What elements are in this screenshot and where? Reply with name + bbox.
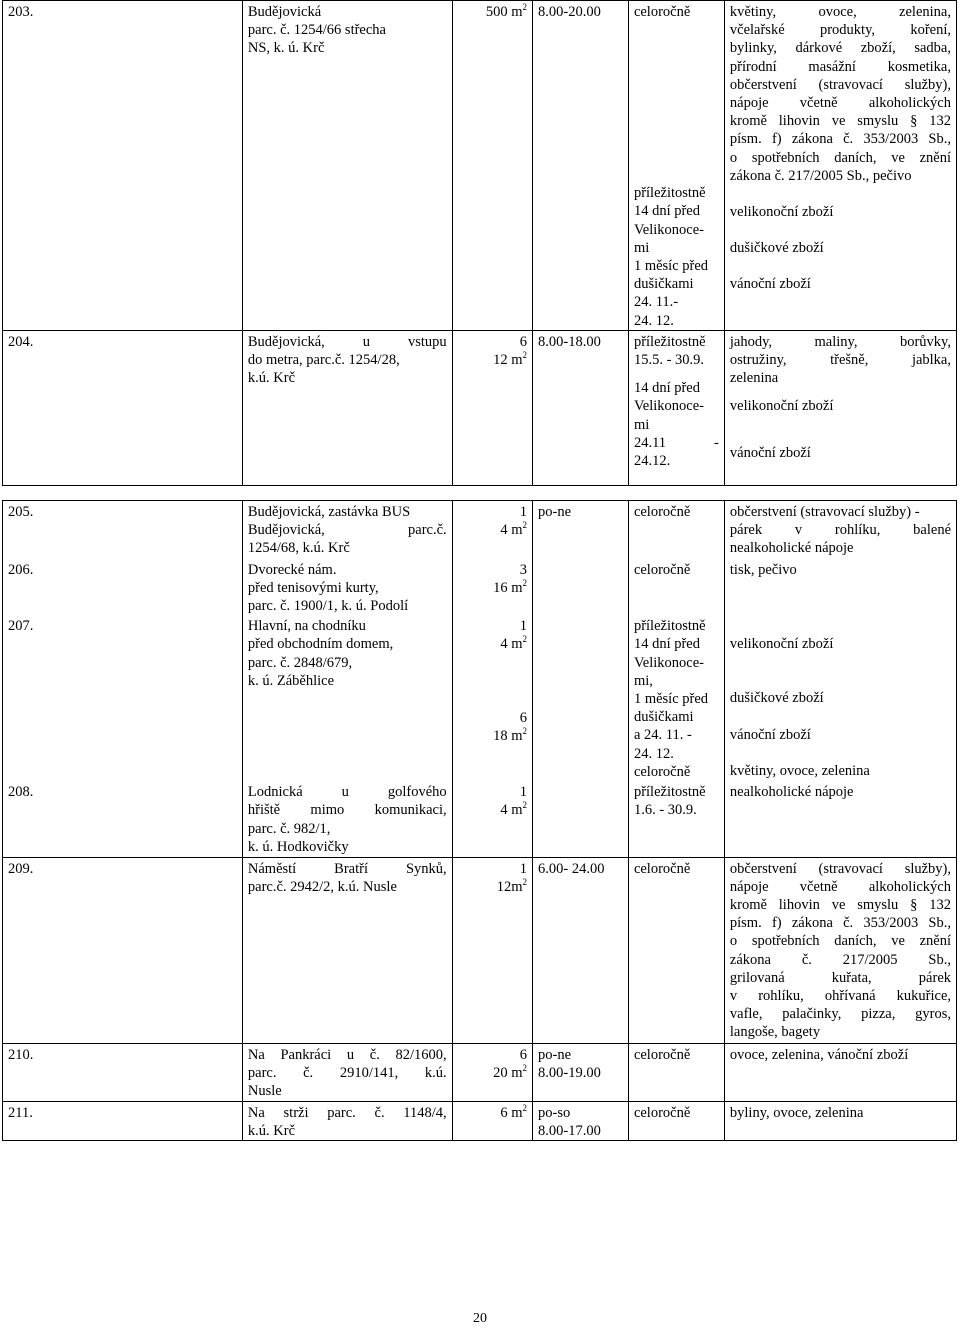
area: 1 4 $m^2$ 6 18 $m^2$ (452, 615, 532, 781)
period: celoročně (628, 501, 724, 559)
hours (532, 559, 628, 616)
location: Náměstí Bratří Synků, parc.č. 2942/2, k.ú. Nusle (242, 857, 452, 1043)
location: Budějovická, u vstupu do metra, parc.č. 1254/28, k.ú. Krč (242, 330, 452, 485)
page-number: 20 (473, 1311, 487, 1326)
table-row (3, 330, 957, 485)
hours: 8.00-20.00 (532, 1, 628, 331)
goods: tisk, pečivo (724, 559, 956, 616)
hours: 8.00-18.00 (532, 330, 628, 485)
area: 1 $12m^2$ (452, 857, 532, 1043)
area: 6 12 $m^2$ (452, 330, 532, 485)
goods: jahody, maliny, borůvky, ostružiny, třešně, jablka, zelenina velikonoční zboží vánoční zboží (724, 330, 956, 485)
period: celoročně příležitostně 14 dní před Velikonoce- mi 1 měsíc před dušičkami 24. 11.- 24. 12. (628, 1, 724, 331)
row-number: 207. (3, 615, 243, 781)
location: Na strži parc. č. 1148/4, k.ú. Krč (242, 1101, 452, 1140)
goods: květiny, ovoce, zelenina, včelařské produkty, koření, bylinky, dárkové zboží, sadba, přírodní masážní kosmetika, občerstvení (stravovací služby), nápoje včetně alkoholických kromě lihovin ve smyslu § 132 písm. f) zákona č. 353/2003 Sb., o spotřebních daních, ve znění zákona č. 217/2005 Sb., pečivo velikonoční zboží dušičkové zboží vánoční zboží (724, 1, 956, 331)
hours: po-so 8.00-17.00 (532, 1101, 628, 1140)
goods: byliny, ovoce, zelenina (724, 1101, 956, 1140)
table-row (3, 781, 957, 857)
hours (532, 781, 628, 857)
period: celoročně (628, 1043, 724, 1101)
goods: občerstvení (stravovací služby) - párek v rohlíku, balené nealkoholické nápoje (724, 501, 956, 559)
table-row (3, 1101, 957, 1140)
row-number: 208. (3, 781, 243, 857)
row-number: 205. (3, 501, 243, 559)
row-number: 211. (3, 1101, 243, 1140)
location: Dvorecké nám. před tenisovými kurty, parc. č. 1900/1, k. ú. Podolí (242, 559, 452, 616)
period: celoročně (628, 559, 724, 616)
hours: 6.00- 24.00 (532, 857, 628, 1043)
area: 1 4 $m^2$ (452, 501, 532, 559)
hours: po-ne 8.00-19.00 (532, 1043, 628, 1101)
goods: občerstvení (stravovací služby), nápoje včetně alkoholických kromě lihovin ve smyslu § 132 písm. f) zákona č. 353/2003 Sb., o spotřebních daních, ve znění zákona č. 217/2005 Sb., grilovaná kuřata, párek v rohlíku, ohřívaná kukuřice, vafle, palačinky, pizza, gyros, langoše, bagety (724, 857, 956, 1043)
table-row (3, 857, 957, 1043)
market-table-bottom (2, 500, 957, 1141)
area: 3 16 $m^2$ (452, 559, 532, 616)
goods: ovoce, zelenina, vánoční zboží (724, 1043, 956, 1101)
table-row (3, 1043, 957, 1101)
row-number: 204. (3, 330, 243, 485)
period: celoročně (628, 1101, 724, 1140)
area: 1 4 $m^2$ (452, 781, 532, 857)
area: 500 $m^2$ (452, 1, 532, 331)
row-number: 203. (3, 1, 243, 331)
area: 6 $m^2$ (452, 1101, 532, 1140)
location: Hlavní, na chodníku před obchodním domem, parc. č. 2848/679, k. ú. Záběhlice (242, 615, 452, 781)
period: celoročně (628, 857, 724, 1043)
row-number: 209. (3, 857, 243, 1043)
row-number: 206. (3, 559, 243, 616)
period: příležitostně 14 dní před Velikonoce- mi, 1 měsíc před dušičkami a 24. 11. - 24. 12. celoročně (628, 615, 724, 781)
table-row (3, 1, 957, 331)
period: příležitostně 15.5. - 30.9. 14 dní před Velikonoce- mi 24.11 - 24.12. (628, 330, 724, 485)
table-row (3, 615, 957, 781)
location: Lodnická u golfového hřiště mimo komunikaci, parc. č. 982/1, k. ú. Hodkovičky (242, 781, 452, 857)
location: Budějovická parc. č. 1254/66 střecha NS, k. ú. Krč (242, 1, 452, 331)
hours: po-ne (532, 501, 628, 559)
goods: nealkoholické nápoje (724, 781, 956, 857)
location: Budějovická, zastávka BUS Budějovická, parc.č. 1254/68, k.ú. Krč (242, 501, 452, 559)
hours (532, 615, 628, 781)
table-row (3, 501, 957, 559)
table-row (3, 559, 957, 616)
area: 6 20 $m^2$ (452, 1043, 532, 1101)
row-number: 210. (3, 1043, 243, 1101)
period: příležitostně 1.6. - 30.9. (628, 781, 724, 857)
location: Na Pankráci u č. 82/1600, parc. č. 2910/141, k.ú. Nusle (242, 1043, 452, 1101)
market-table-top (2, 0, 957, 486)
goods: velikonoční zboží dušičkové zboží vánoční zboží květiny, ovoce, zelenina (724, 615, 956, 781)
